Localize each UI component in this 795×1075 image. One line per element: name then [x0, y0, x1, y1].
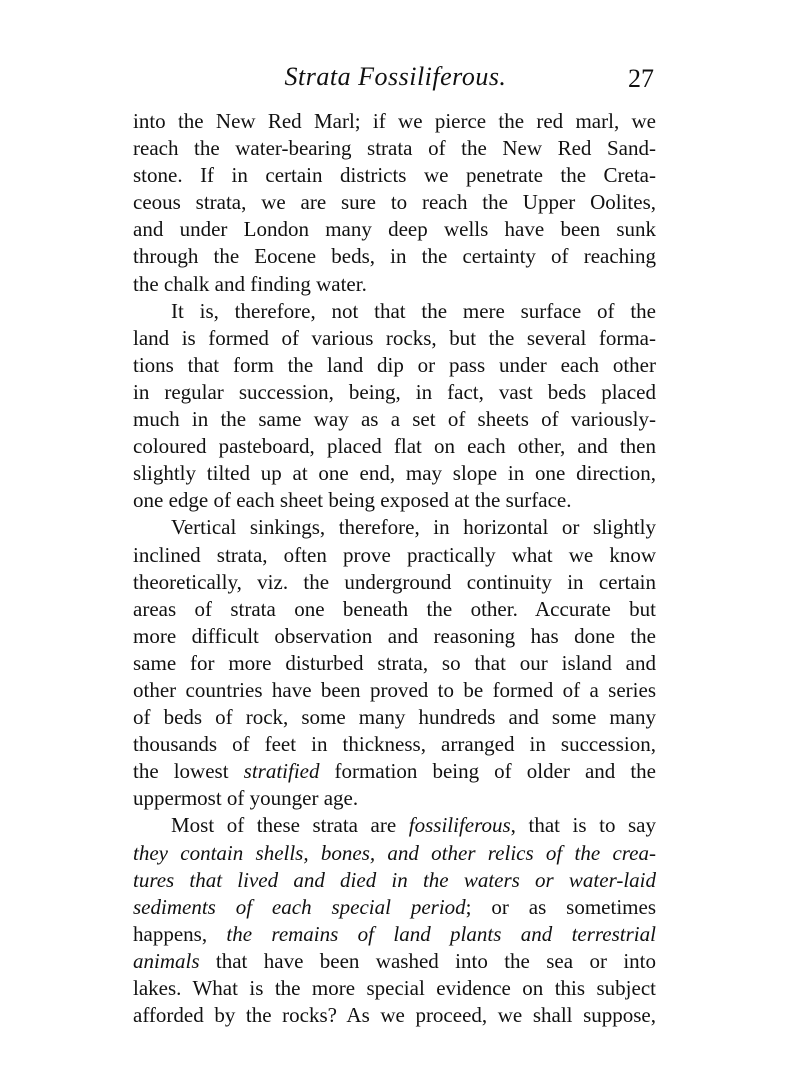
text-line: animals that have been washed into the sea or into [133, 948, 656, 973]
text-line: lakes. What is the more special evidence on this subject [133, 976, 656, 1000]
page-header [133, 58, 658, 98]
text-line: reach the water-bearing strata of the New Red Sand- [133, 136, 656, 161]
text-line: same for more disturbed strata, so that our island and [133, 650, 656, 675]
text-line: slightly tilted up at one end, may slope in one direction, [133, 461, 656, 486]
text-line: and under London many deep wells have been sunk [133, 217, 656, 242]
text-line: the chalk and finding water. [133, 271, 367, 296]
page-number: 27 [628, 64, 654, 93]
text-line: tures that lived and died in the waters or water-laid [133, 867, 656, 892]
text-line: sediments of each special period; or as sometimes [133, 894, 656, 919]
text-line: theoretically, viz. the underground continuity in certain [133, 569, 656, 594]
text-line: they contain shells, bones, and other relics of the crea- [133, 840, 656, 865]
text-line: uppermost of younger age. [133, 786, 359, 811]
running-head: Strata Fossiliferous. [284, 62, 507, 91]
text-line: into the New Red Marl; if we pierce the red marl, we [133, 109, 656, 133]
text-line: the lowest stratified formation being of older and the [133, 759, 657, 784]
text-line: through the Eocene beds, in the certainty of reaching [133, 244, 656, 269]
text-line: tions that form the land dip or pass under each other [133, 352, 656, 377]
text-line: more difficult observation and reasoning has done the [133, 623, 656, 648]
text-line: in regular succession, being, in fact, vast beds placed [133, 379, 656, 404]
text-line: other countries have been proved to be formed of a series [133, 677, 656, 702]
text-line: one edge of each sheet being exposed at the surface. [133, 488, 572, 513]
text-line: coloured pasteboard, placed flat on each other, and then [133, 434, 656, 459]
body-text [133, 108, 656, 1029]
text-line: Vertical sinkings, therefore, in horizontal or slightly [171, 515, 656, 540]
text-line: afforded by the rocks? As we proceed, we shall suppose, [133, 1003, 656, 1028]
text-line: It is, therefore, not that the mere surface of the [171, 298, 656, 323]
text-line: thousands of feet in thickness, arranged in succession, [133, 732, 656, 757]
text-line: land is formed of various rocks, but the several forma- [133, 325, 656, 350]
text-line: inclined strata, often prove practically what we know [133, 542, 656, 567]
text-line: stone. If in certain districts we penetrate the Creta- [133, 163, 656, 188]
text-line: Most of these strata are fossiliferous, that is to say [171, 813, 657, 838]
text-line: of beds of rock, some many hundreds and some many [133, 705, 656, 730]
text-line: happens, the remains of land plants and terrestrial [133, 921, 656, 946]
text-line: much in the same way as a set of sheets of variously- [133, 407, 656, 432]
text-line: ceous strata, we are sure to reach the Upper Oolites, [133, 190, 656, 215]
text-line: areas of strata one beneath the other. Accurate but [133, 596, 656, 621]
